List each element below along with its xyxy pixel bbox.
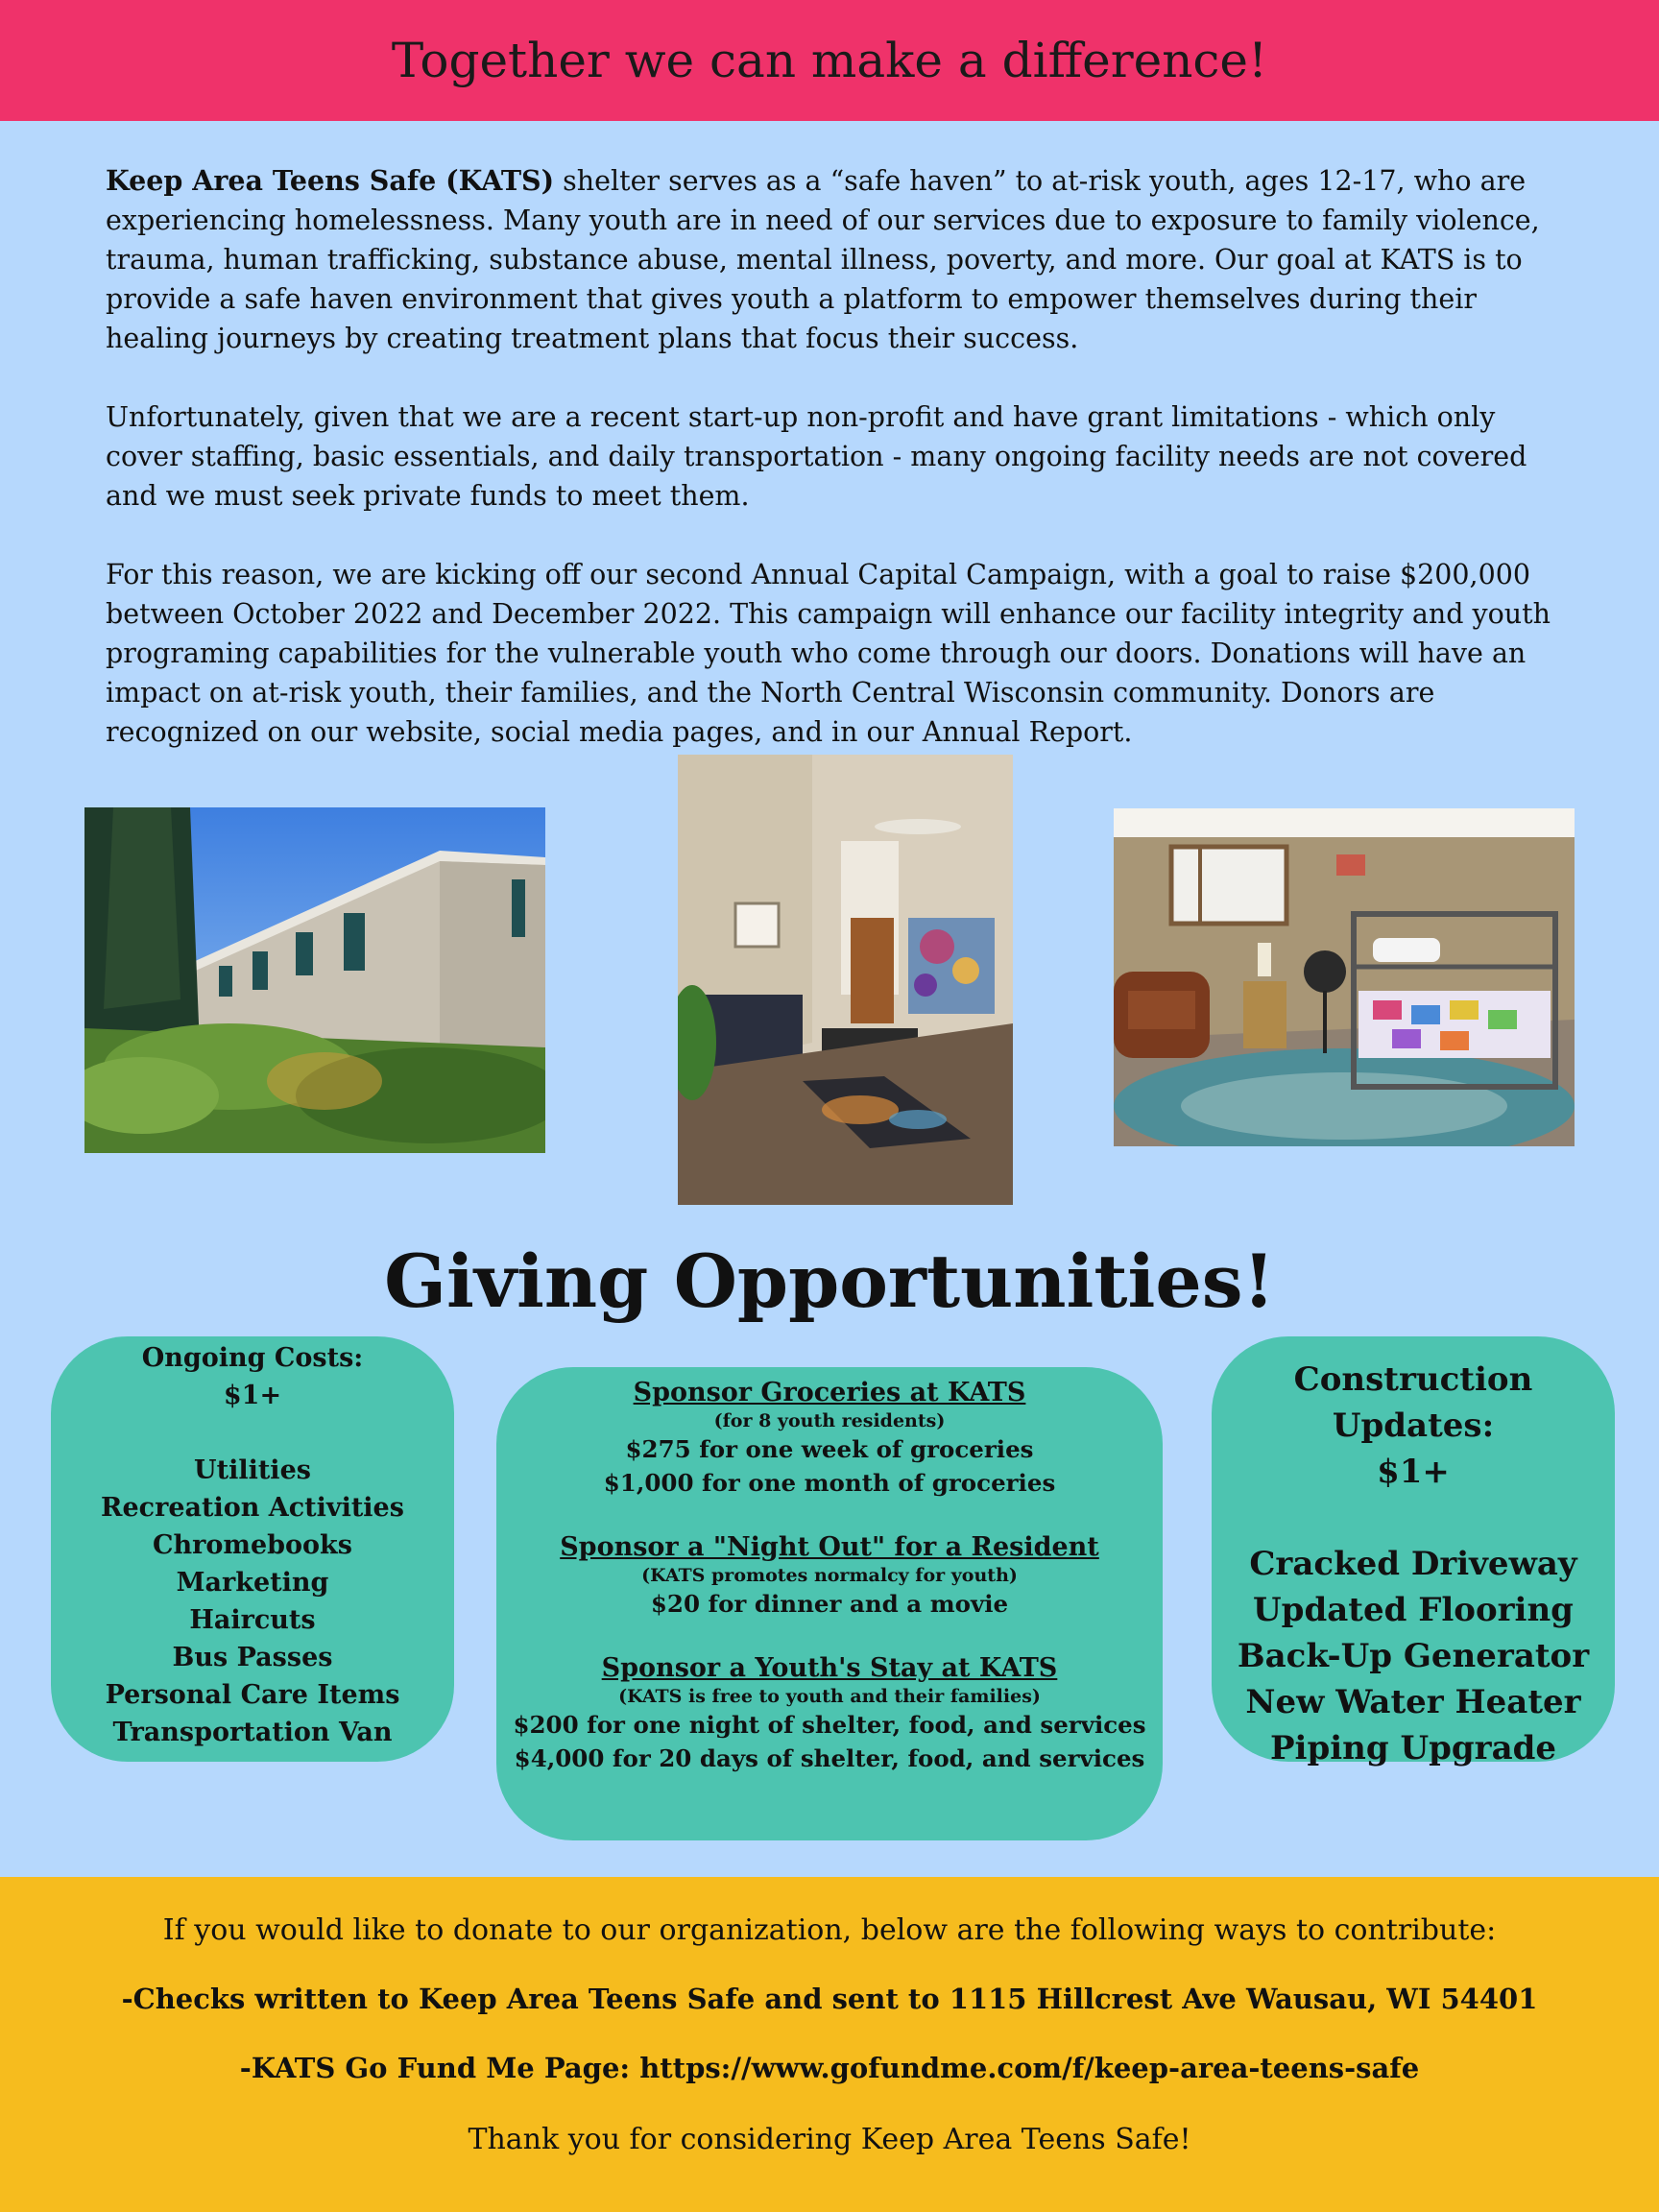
donate-gofundme: -KATS Go Fund Me Page: https://www.gofundme.com/f/keep-area-teens-safe [239,2052,1420,2084]
intro-paragraph-1 [106,161,1565,358]
sponsor-night-out-block [496,1531,1163,1621]
list-item: Marketing [176,1568,329,1598]
bedroom-photo [1114,808,1575,1146]
donate-intro: If you would like to donate to our organization, below are the following ways to contribute: [162,1913,1497,1947]
ongoing-costs-card [51,1336,454,1762]
list-item: Back-Up Generator [1237,1637,1590,1675]
list-item: Cracked Driveway [1249,1545,1577,1583]
list-item: Piping Upgrade [1269,1729,1557,1767]
sponsor-night-out-line: $20 for dinner and a movie [650,1590,1009,1618]
ongoing-costs-amount: $1+ [223,1381,282,1410]
intro-text [106,161,1565,791]
intro-paragraph-2: Unfortunately, given that we are a recent start-up non-profit and have grant limitations - which only cover staffing, basic essentials, and daily transportation - many ongoing facility needs are not covered and we must seek private funds to meet them. [106,401,1527,512]
giving-opportunities-title: Giving Opportunities! [384,1238,1275,1324]
sponsor-night-out-title: Sponsor a "Night Out" for a Resident [560,1532,1099,1562]
list-item: Haircuts [189,1605,316,1635]
banner-title: Together we can make a difference! [391,33,1268,88]
sponsor-night-out-note: (KATS promotes normalcy for youth) [641,1565,1018,1586]
ongoing-costs-header: Ongoing Costs: [141,1343,364,1373]
intro-paragraph-3: For this reason, we are kicking off our second Annual Capital Campaign, with a goal to raise $200,000 between October 2022 and December 2022. This campaign will enhance our facility integrity and youth programing capabilities for the vulnerable youth who come through our doors. Donations will have an impact on at-risk youth, their families, and the North Central Wisconsin community. Donors are recognized on our website, social media pages, and in our Annual Report. [106,559,1551,748]
list-item: New Water Heater [1245,1683,1581,1721]
sponsor-groceries-note: (for 8 youth residents) [713,1410,946,1431]
list-item: Chromebooks [153,1530,352,1560]
sponsor-groceries-title: Sponsor Groceries at KATS [633,1378,1026,1407]
list-item: Transportation Van [112,1718,393,1747]
top-banner [0,0,1659,121]
sponsor-youth-stay-line: $200 for one night of shelter, food, and services [513,1711,1146,1739]
sponsor-youth-stay-note: (KATS is free to youth and their families) [618,1686,1041,1707]
org-name: Keep Area Teens Safe (KATS) [106,164,555,197]
ongoing-costs-list [51,1452,454,1751]
sponsor-groceries-line: $1,000 for one month of groceries [603,1469,1056,1497]
list-item: Bus Passes [172,1643,333,1672]
construction-updates-card [1212,1336,1615,1767]
construction-amount: $1+ [1377,1453,1450,1491]
sponsor-youth-stay-block [496,1652,1163,1775]
sponsor-card [496,1367,1163,1840]
intro-paragraph-1-text: shelter serves as a “safe haven” to at-risk youth, ages 12-17, who are experiencing homelessness. Many youth are in need of our services due to exposure to family violence, trauma, human trafficking, substance abuse, mental illness, poverty, and more. Our goal at KATS is to provide a safe haven environment that gives youth a platform to empower themselves during their healing journeys by creating treatment plans that focus their success. [106,165,1540,354]
donate-checks: -Checks written to Keep Area Teens Safe and sent to 1115 Hillcrest Ave Wausau, WI 54401 [121,1983,1538,2015]
list-item: Utilities [194,1455,311,1485]
construction-list [1212,1541,1615,1771]
sponsor-groceries-block [496,1377,1163,1500]
list-item: Personal Care Items [105,1680,400,1710]
donation-footer [0,1877,1659,2212]
list-item: Recreation Activities [101,1493,404,1523]
thank-you-text: Thank you for considering Keep Area Teens Safe! [468,2123,1191,2156]
house-exterior-photo [84,807,545,1153]
sponsor-youth-stay-title: Sponsor a Youth's Stay at KATS [601,1653,1058,1683]
sponsor-groceries-line: $275 for one week of groceries [625,1435,1034,1463]
hallway-photo [678,755,1013,1205]
list-item: Updated Flooring [1253,1591,1574,1629]
construction-header: Construction Updates: [1293,1360,1533,1445]
sponsor-youth-stay-line: $4,000 for 20 days of shelter, food, and services [514,1744,1145,1772]
